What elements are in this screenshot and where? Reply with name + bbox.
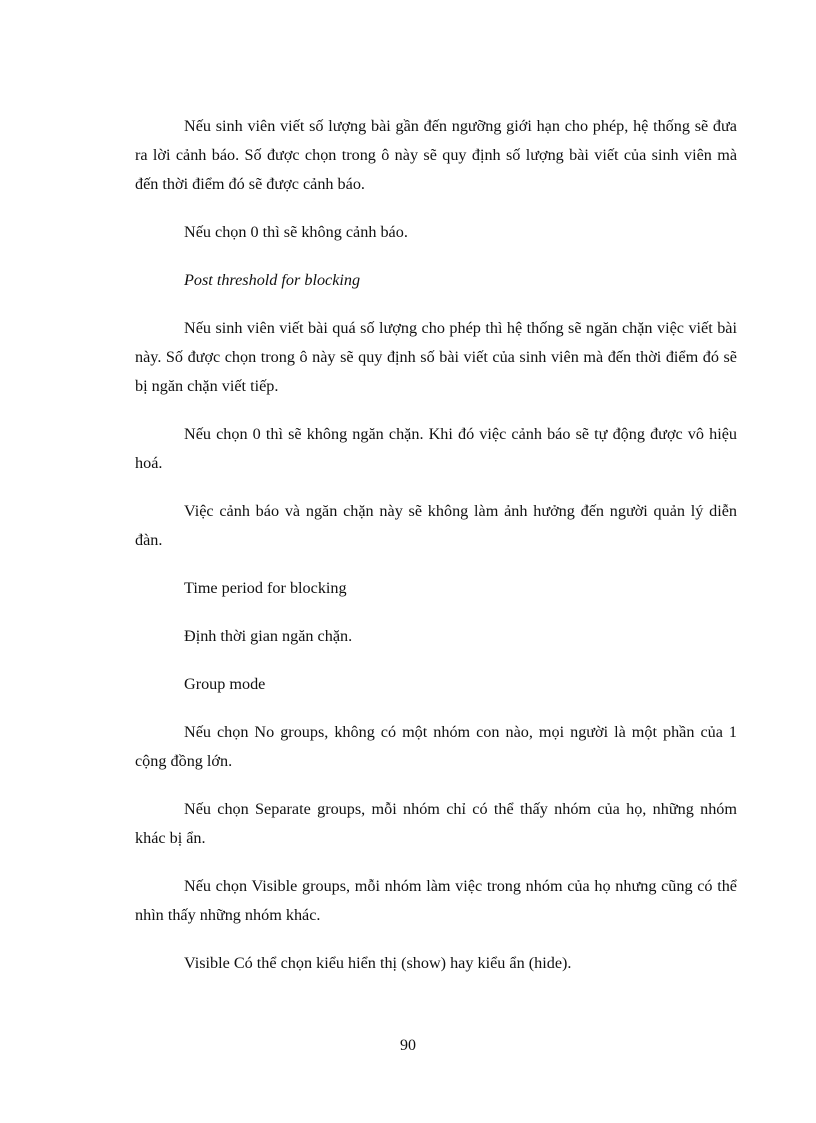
heading-group-mode: Group mode [184,675,266,693]
heading-time-period-blocking: Time period for blocking [184,579,347,597]
paragraph-separate-groups: Nếu chọn Separate groups, mỗi nhóm chỉ có thể thấy nhóm của họ, những nhóm khác bị ẩn. [135,800,737,847]
paragraph-zero-no-warning: Nếu chọn 0 thì sẽ không cảnh báo. [184,223,408,241]
paragraph-blocking-threshold: Nếu sinh viên viết bài quá số lượng cho phép thì hệ thống sẽ ngăn chặn việc viết bài này. Số được chọn trong ô này sẽ quy định số bài viết của sinh viên mà đến thời điểm đó sẽ bị ngăn chặn viết tiếp. [135,319,737,395]
heading-post-threshold-blocking: Post threshold for blocking [184,271,361,289]
paragraph-visible-option: Visible Có thể chọn kiểu hiển thị (show) hay kiểu ẩn (hide). [184,954,572,972]
paragraph-blocking-time: Định thời gian ngăn chặn. [184,627,353,645]
paragraph-no-groups: Nếu chọn No groups, không có một nhóm con nào, mọi người là một phần của 1 cộng đồng lớn. [135,723,737,770]
page-number: 90 [400,1037,416,1054]
paragraph-warning-threshold: Nếu sinh viên viết số lượng bài gần đến ngưỡng giới hạn cho phép, hệ thống sẽ đưa ra lời cảnh báo. Số được chọn trong ô này sẽ quy định số lượng bài viết của sinh viên mà đến thời điểm đó sẽ được cảnh báo. [135,117,737,193]
paragraph-visible-groups: Nếu chọn Visible groups, mỗi nhóm làm việc trong nhóm của họ nhưng cũng có thể nhìn thấy những nhóm khác. [135,877,737,924]
paragraph-zero-no-blocking: Nếu chọn 0 thì sẽ không ngăn chặn. Khi đó việc cảnh báo sẽ tự động được vô hiệu hoá. [135,425,737,472]
paragraph-admin-unaffected: Việc cảnh báo và ngăn chặn này sẽ không làm ảnh hưởng đến người quản lý diễn đàn. [135,502,737,549]
page-body [135,112,737,997]
